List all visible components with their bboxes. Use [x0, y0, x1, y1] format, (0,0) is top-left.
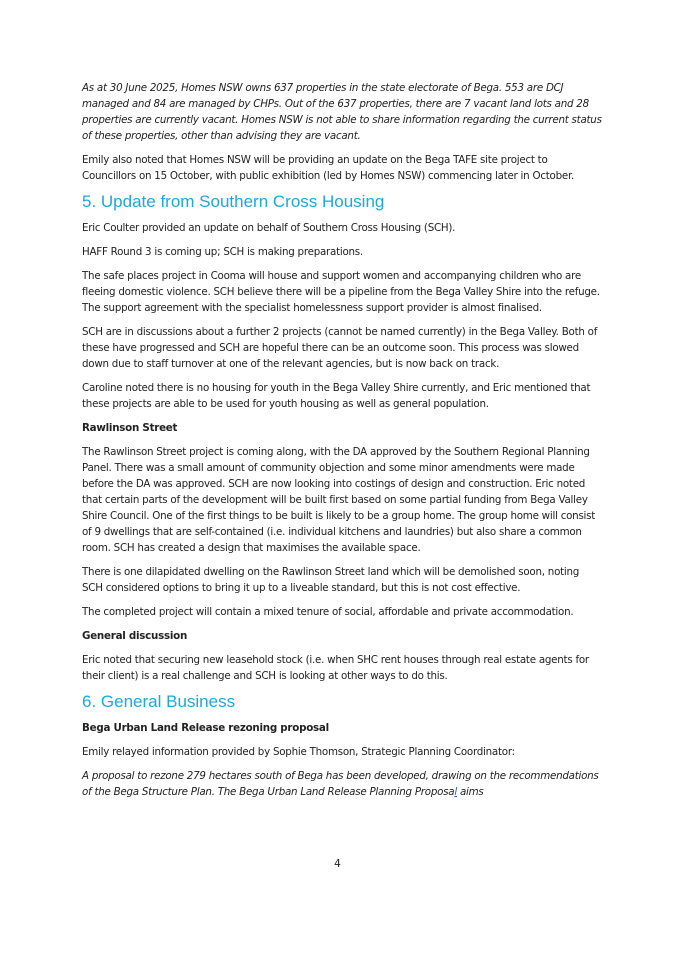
dilapidated-dwelling-paragraph: There is one dilapidated dwelling on the Rawlinson Street land which will be demolished soon, noting SCH considered options to bring it up to a liveable standard, but this is not cost effective. — [82, 566, 580, 594]
document-page — [82, 80, 602, 808]
section-5-heading: 5. Update from Southern Cross Housing — [82, 192, 385, 211]
rezoning-proposal-quote — [82, 768, 602, 800]
rawlinson-street-subheading: Rawlinson Street — [82, 422, 178, 434]
safe-places-paragraph: The safe places project in Cooma will house and support women and accompanying children who are fleeing domestic violence. SCH believe there will be a pipeline from the Bega Valley Shire into the refuge. The support agreement with the specialist homelessness support provider is almost finalised. — [82, 270, 600, 314]
homes-nsw-properties-paragraph: As at 30 June 2025, Homes NSW owns 637 properties in the state electorate of Bega. 553 are DCJ managed and 84 are managed by CHPs. Out of the 637 properties, there are 7 vacant land lots and 28 properties are currently vacant. Homes NSW is not able to share information regarding the current status of these properties, other than advising they are vacant. — [82, 82, 602, 142]
rawlinson-project-paragraph: The Rawlinson Street project is coming along, with the DA approved by the Southern Regional Planning Panel. There was a small amount of community objection and some minor amendments were made before the DA was approved. SCH are now looking into costings of design and construction. Eric noted that certain parts of the development will be built first based on some partial funding from Bega Valley Shire Council. One of the first things to be built is likely to be a group home. The group home will consist of 9 dwellings that are self-contained (i.e. individual kitchens and laundries) but also share a common room. SCH has created a design that maximises the available space. — [82, 446, 596, 554]
mixed-tenure-paragraph: The completed project will contain a mixed tenure of social, affordable and private accommodation. — [82, 606, 574, 618]
quote-text-after-link: aims — [456, 786, 484, 798]
planning-proposal-link[interactable]: l — [454, 786, 457, 798]
haff-round-paragraph: HAFF Round 3 is coming up; SCH is making preparations. — [82, 246, 363, 258]
leasehold-stock-paragraph: Eric noted that securing new leasehold stock (i.e. when SHC rent houses through real estate agents for their client) is a real challenge and SCH is looking at other ways to do this. — [82, 654, 589, 682]
youth-housing-paragraph: Caroline noted there is no housing for youth in the Bega Valley Shire currently, and Eric mentioned that these projects are able to be used for youth housing as well as general population. — [82, 382, 591, 410]
further-projects-paragraph: SCH are in discussions about a further 2 projects (cannot be named currently) in the Bega Valley. Both of these have progressed and SCH are hopeful there can be an outcome soon. This process was slowed down due to staff turnover at one of the relevant agencies, but is now back on track. — [82, 326, 598, 370]
emily-relayed-paragraph: Emily relayed information provided by Sophie Thomson, Strategic Planning Coordinator: — [82, 746, 515, 758]
sch-update-paragraph: Eric Coulter provided an update on behalf of Southern Cross Housing (SCH). — [82, 222, 456, 234]
page-number: 4 — [334, 858, 341, 870]
section-6-heading: 6. General Business — [82, 692, 236, 711]
quote-text-before-link: A proposal to rezone 279 hectares south of Bega has been developed, drawing on the recommendations of the Bega Structure Plan. The Bega Urban Land Release Planning Proposa — [82, 770, 599, 798]
bega-tafe-update-paragraph: Emily also noted that Homes NSW will be providing an update on the Bega TAFE site project to Councillors on 15 October, with public exhibition (led by Homes NSW) commencing later in October. — [82, 154, 575, 182]
bega-urban-land-release-subheading: Bega Urban Land Release rezoning proposal — [82, 722, 329, 734]
general-discussion-subheading: General discussion — [82, 630, 188, 642]
